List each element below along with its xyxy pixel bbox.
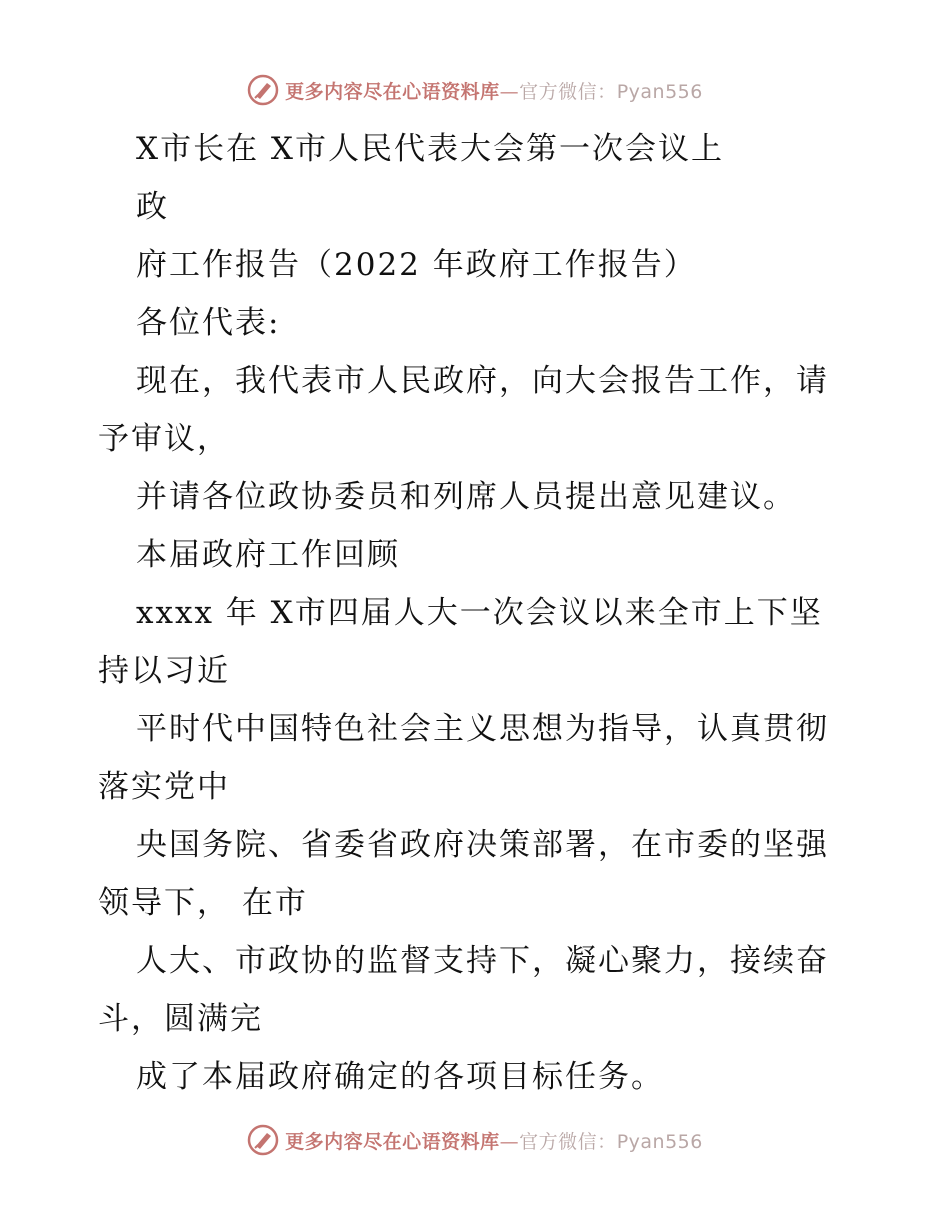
watermark-text xyxy=(285,77,703,104)
watermark-text xyxy=(285,1127,703,1154)
header-watermark xyxy=(0,70,950,110)
doc-line: 现在，我代表市人民政府，向大会报告工作，请 xyxy=(136,363,829,399)
doc-line: X市长在 X市人民代表大会第一次会议上 xyxy=(136,131,724,167)
doc-line: 本届政府工作回顾 xyxy=(136,537,400,573)
watermark-brand: 更多内容尽在心语资料库 xyxy=(285,1130,500,1153)
doc-line: 政 xyxy=(136,189,169,225)
doc-line: 各位代表: xyxy=(136,305,281,341)
doc-line: 成了本届政府确定的各项目标任务。 xyxy=(136,1059,664,1095)
quill-pen-seal-icon xyxy=(247,1124,279,1156)
doc-line: 斗，圆满完 xyxy=(98,1001,263,1037)
watermark-brand: 更多内容尽在心语资料库 xyxy=(285,80,500,103)
doc-line: 平时代中国特色社会主义思想为指导，认真贯彻 xyxy=(136,711,829,747)
doc-line: 并请各位政协委员和列席人员提出意见建议。 xyxy=(136,479,796,515)
watermark-wechat-label: 官方微信： xyxy=(519,1130,617,1153)
doc-line: 持以习近 xyxy=(98,653,230,689)
quill-pen-seal-icon xyxy=(247,74,279,106)
watermark-wechat-id: Pyan556 xyxy=(616,80,703,103)
document-body xyxy=(98,120,858,1106)
footer-watermark xyxy=(0,1120,950,1160)
doc-line: 府工作报告（2022 年政府工作报告） xyxy=(136,247,697,283)
doc-line: 落实党中 xyxy=(98,769,230,805)
doc-line: 央国务院、省委省政府决策部署，在市委的坚强 xyxy=(136,827,829,863)
doc-line: 予审议， xyxy=(98,421,230,457)
doc-line: 领导下， 在市 xyxy=(98,885,308,921)
watermark-wechat-label: 官方微信： xyxy=(519,80,617,103)
doc-line: xxxx 年 X市四届人大一次会议以来全市上下坚 xyxy=(136,595,823,631)
watermark-dash: — xyxy=(499,80,520,103)
doc-line: 人大、市政协的监督支持下，凝心聚力，接续奋 xyxy=(136,943,829,979)
watermark-wechat-id: Pyan556 xyxy=(616,1130,703,1153)
watermark-dash: — xyxy=(499,1130,520,1153)
